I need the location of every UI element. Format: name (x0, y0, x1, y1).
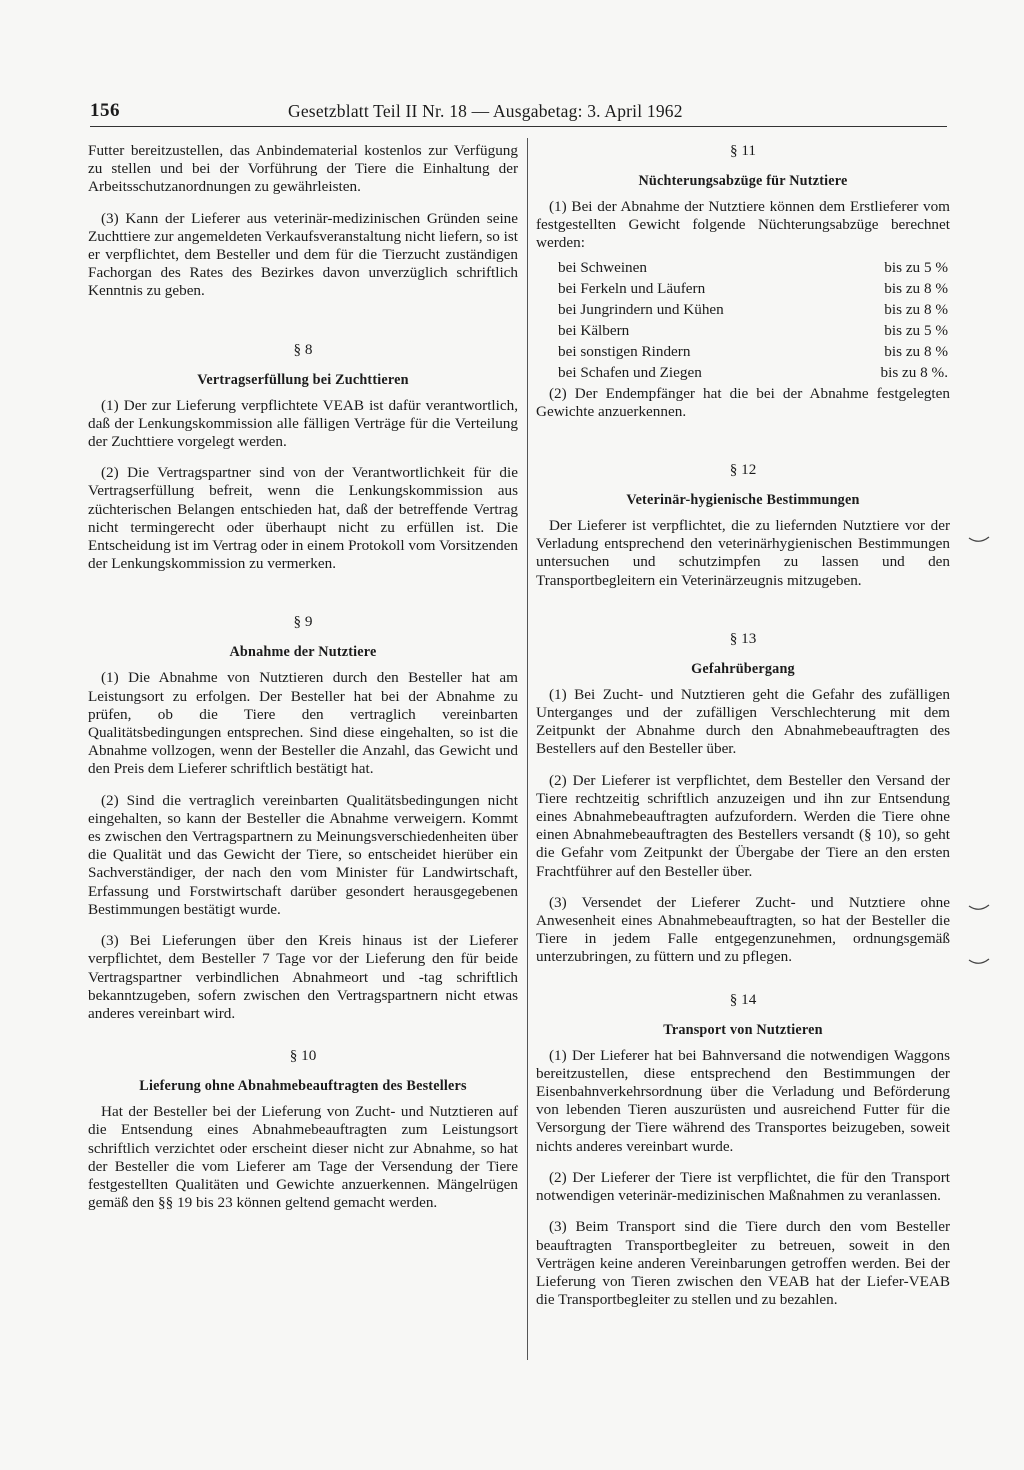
page-title: Gesetzblatt Teil II Nr. 18 — Ausgabetag: 3. April 1962 (288, 101, 683, 121)
section-12-title: Veterinär-hygienische Bestimmungen (626, 492, 860, 509)
paragraph-9-3: (3) Bei Lieferungen über den Kreis hinaus ist der Lieferer verpflichtet, dem Besteller 7 Tage vor der Lieferung den für beide Vertragspartner verbindlichen Abnahmeort und -tag schriftlich bekanntzugeben, sofern zwischen den Vertragspartnern nicht etwas anderes vereinbart wird. (88, 932, 518, 1022)
margin-tick-mark (968, 535, 990, 545)
deduction-animal: bei Jungrindern und Kühen (558, 300, 724, 318)
paragraph-continuation: Futter bereitzustellen, das Anbindematerial kostenlos zur Verfügung zu stellen und bei der Vorführung der Tiere die Einhaltung der Arbeitsschutzanordnungen zu gewährleisten. (88, 142, 518, 196)
section-9-title: Abnahme der Nutztiere (229, 644, 377, 661)
table-row (558, 320, 950, 341)
paragraph-8-1: (1) Der zur Lieferung verpflichtete VEAB ist dafür verantwortlich, daß der Lenkungskommission alle fälligen Verträge für die Verteilung der Zuchttiere vorgelegt werden. (88, 396, 518, 451)
page-header (90, 100, 947, 127)
paragraph-12-1: Der Lieferer ist verpflichtet, die zu liefernden Nutztiere vor der Verladung entsprechend den veterinärhygienischen Bestimmungen untersuchen und schutzimpfen zu lassen und den Transportbegleitern ein Veterinärzeugnis mitzugeben. (536, 517, 950, 589)
margin-tick-mark (968, 903, 990, 913)
section-8-number: § 8 (293, 340, 313, 358)
deduction-limit: bis zu 8 % (884, 342, 948, 360)
deduction-animal: bei sonstigen Rindern (558, 342, 691, 360)
deduction-limit: bis zu 8 % (884, 279, 948, 297)
deduction-animal: bei Kälbern (558, 321, 630, 339)
section-10-title: Lieferung ohne Abnahmebeauftragten des Bestellers (139, 1078, 467, 1095)
section-14-number: § 14 (729, 990, 757, 1008)
paragraph-11-2: (2) Der Endempfänger hat die bei der Abnahme festgelegten Gewichte anzuerkennen. (536, 384, 950, 420)
paragraph-14-3: (3) Beim Transport sind die Tiere durch den vom Besteller beauftragten Transportbegleiter zu betreuen, soweit in den Verträgen keine anderen Vereinbarungen getroffen werden. Bei der Lieferung von Tieren zwischen den VEAB hat der Liefer-VEAB die Transportbegleiter zu stellen und zu bezahlen. (536, 1218, 950, 1309)
paragraph-9-2: (2) Sind die vertraglich vereinbarten Qualitätsbedingungen nicht eingehalten, so kann der Besteller die Abnahme verweigern. Kommt es zwischen den Vertragspartnern zu Meinungsverschiedenheiten über die Qualität und das Gewicht der Tiere, so entscheidet hierüber ein Sachverständiger, der nach den vom Minister für Landwirtschaft, Erfassung und Forstwirtschaft darüber gesondert herausgegebenen Bestimmungen bestätigt wurde. (88, 791, 518, 918)
paragraph-11-1: (1) Bei der Abnahme der Nutztiere können dem Erstlieferer vom festgestellten Gewicht folgende Nüchterungsabzüge berechnet werden: (536, 198, 950, 252)
deduction-table (558, 257, 950, 383)
column-divider (527, 138, 528, 1360)
table-row (558, 257, 950, 278)
section-13-title: Gefahrübergang (691, 660, 795, 677)
paragraph-13-2: (2) Der Lieferer ist verpflichtet, dem Besteller den Versand der Tiere rechtzeitig schriftlich anzuzeigen und ihn zur Entsendung eines Abnahmebeauftragten aufzufordern. Werden die Tiere ohne einen Abnahmebeauftragten des Bestellers versandt (§ 10), so geht die Gefahr vom Zeitpunkt der Übergabe der Tiere an den ersten Frachtführer auf den Besteller über. (536, 771, 950, 880)
paragraph-10-1: Hat der Besteller bei der Lieferung von Zucht- und Nutztieren auf die Entsendung eines Abnahmebeauftragten zum Leistungsort schriftlich verzichtet oder erscheint dieser nicht zur Abnahme, so hat der Besteller die vom Lieferer am Tage der Versendung der Tiere festgestellten Qualitäten und Gewichte anzuerkennen. Mängelrügen gemäß den §§ 19 bis 23 können geltend gemacht werden. (88, 1103, 518, 1212)
deduction-limit: bis zu 5 % (884, 258, 948, 276)
table-row (558, 278, 950, 299)
section-12-number: § 12 (729, 461, 757, 479)
table-row (558, 299, 950, 320)
paragraph-7-3: (3) Kann der Lieferer aus veterinär-medizinischen Gründen seine Zuchttiere zur angemeldeten Verkaufsveranstaltung nicht liefern, so ist er verpflichtet, dem Besteller und dem für die Tierzucht zuständigen Fachorgan des Rates des Bezirkes davon unverzüglich schriftlich Kenntnis zu geben. (88, 209, 518, 300)
deduction-animal: bei Schafen und Ziegen (558, 363, 702, 381)
paragraph-13-1: (1) Bei Zucht- und Nutztieren geht die Gefahr des zufälligen Unterganges und der zufälligen Verschlechterung mit dem Zeitpunkt der Abnahme durch den Abnahmebeauftragten des Bestellers auf den Besteller über. (536, 685, 950, 758)
left-column (88, 142, 518, 1212)
paragraph-8-2: (2) Die Vertragspartner sind von der Verantwortlichkeit für die Vertragserfüllung befreit, wenn die Lenkungskommission aus züchterischen Belangen entschieden hat, daß der betreffende Vertrag nicht termingerecht oder überhaupt nicht zu erfüllen ist. Die Entscheidung ist im Vertrag oder in einem Protokoll vom Vorsitzenden der Lenkungskommission zu vermerken. (88, 464, 518, 573)
table-row (558, 362, 950, 383)
section-8-title: Vertragserfüllung bei Zuchttieren (197, 371, 409, 388)
page-number: 156 (90, 100, 120, 121)
right-column (536, 142, 950, 1309)
deduction-limit: bis zu 8 %. (880, 363, 948, 381)
section-10-number: § 10 (289, 1047, 317, 1065)
section-14-title: Transport von Nutztieren (663, 1021, 823, 1038)
paragraph-14-2: (2) Der Lieferer der Tiere ist verpflichtet, die für den Transport notwendigen veterinär-medizinischen Maßnahmen zu veranlassen. (536, 1168, 950, 1205)
deduction-animal: bei Schweinen (558, 258, 647, 276)
deduction-limit: bis zu 5 % (884, 321, 948, 339)
section-9-number: § 9 (293, 613, 313, 631)
section-11-title: Nüchterungsabzüge für Nutztiere (638, 173, 848, 189)
table-row (558, 341, 950, 362)
paragraph-9-1: (1) Die Abnahme von Nutztieren durch den Besteller hat am Leistungsort zu erfolgen. Der Besteller hat bei der Abnahme zu prüfen, ob die Tiere den vertraglich vereinbarten Qualitätsbedingungen entsprechen. Sind diese eingehalten, so ist die Abnahme vollzogen, wenn der Besteller die Anzahl, das Gewicht und den Preis dem Lieferer schriftlich bestätigt hat. (88, 669, 518, 778)
section-11-number: § 11 (729, 142, 756, 159)
paragraph-14-1: (1) Der Lieferer hat bei Bahnversand die notwendigen Waggons bereitzustellen, diese entsprechend den Bestimmungen der Eisenbahnverkehrsordnung über die Verladung und Beförderung von lebenden Tieren auszurüsten und ausreichend Futter für die Versorgung der Tiere während des Transportes beizugeben, soweit nichts anderes vereinbart wurde. (536, 1046, 950, 1155)
section-13-number: § 13 (729, 629, 757, 647)
paragraph-13-3: (3) Versendet der Lieferer Zucht- und Nutztiere ohne Anwesenheit eines Abnahmebeauftragten, so hat der Besteller die Tiere in jedem Falle entgegenzunehmen, ordnungsgemäß unterzubringen, zu füttern und zu pflegen. (536, 893, 950, 966)
deduction-animal: bei Ferkeln und Läufern (558, 279, 706, 297)
margin-tick-mark (968, 957, 990, 967)
deduction-limit: bis zu 8 % (884, 300, 948, 318)
